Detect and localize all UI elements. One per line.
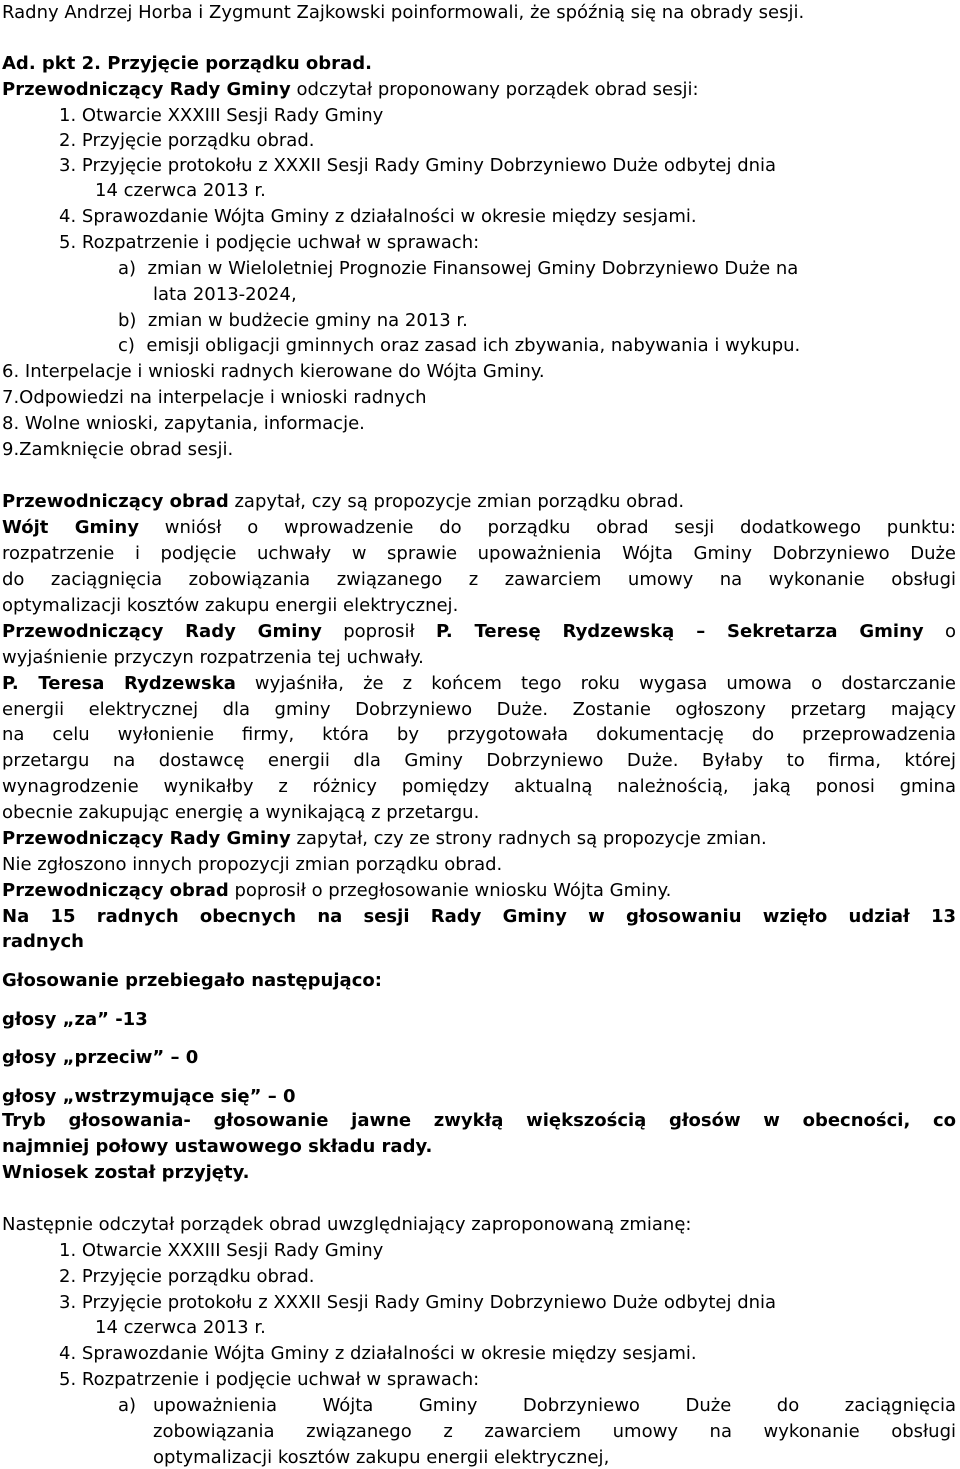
agenda-item-continued: 14 czerwca 2013 r. — [95, 180, 266, 201]
agenda-subitem-continued: zobowiązania związanego z zawarciem umowy na wykonanie obsługi — [153, 1421, 956, 1442]
item2-heading: Ad. pkt 2. Przyjęcie porządku obrad. — [2, 53, 372, 74]
motion-result: Wniosek został przyjęty. — [2, 1162, 250, 1183]
agenda-subitem-letter: a) — [118, 1395, 137, 1416]
agenda-subitem: c) emisji obligacji gminnych oraz zasad ich zbywania, nabywania i wykupu. — [118, 335, 801, 356]
agenda-subitem: a) zmian w Wieloletniej Prognozie Finansowej Gminy Dobrzyniewo Duże na — [118, 258, 799, 279]
agenda-item: 4. Sprawozdanie Wójta Gminy z działalności w okresie między sesjami. — [59, 1343, 697, 1364]
amended-agenda-intro: Następnie odczytał porządek obrad uwzględniający zaproponowaną zmianę: — [2, 1214, 692, 1235]
voting-header: Głosowanie przebiegało następująco: — [2, 970, 382, 991]
agenda-subitem-continued: optymalizacji kosztów zakupu energii elektrycznej, — [153, 1447, 610, 1468]
agenda-item-continued: 14 czerwca 2013 r. — [95, 1317, 266, 1338]
agenda-item: 2. Przyjęcie porządku obrad. — [59, 1266, 315, 1287]
late-notice: Radny Andrzej Horba i Zygmunt Zajkowski poinformowali, że spóźnią się na obrady sesji. — [2, 2, 805, 23]
agenda-item: 8. Wolne wnioski, zapytania, informacje. — [2, 413, 365, 434]
secretary-explanation: P. Teresa Rydzewska wyjaśniła, że z końcem tego roku wygasa umowa o dostarczanie — [2, 673, 956, 694]
agenda-item: 5. Rozpatrzenie i podjęcie uchwał w sprawach: — [59, 232, 480, 253]
attendance-line: radnych — [2, 931, 84, 952]
secretary-explanation-line: wynagrodzenie wynikałby z różnicy pomiędzy aktualną należnością, jaką ponosi gmina — [2, 776, 956, 797]
chair-question: Przewodniczący obrad zapytał, czy są propozycje zmian porządku obrad. — [2, 491, 685, 512]
agenda-item: 1. Otwarcie XXXIII Sesji Rady Gminy — [59, 105, 384, 126]
agenda-item: 2. Przyjęcie porządku obrad. — [59, 130, 315, 151]
chair-asks-secretary: Przewodniczący Rady Gminy poprosił P. Teresę Rydzewską – Sekretarza Gminy o — [2, 621, 956, 642]
secretary-explanation-line: energii elektrycznej dla gminy Dobrzyniewo Duże. Zostanie ogłoszony przetarg mający — [2, 699, 956, 720]
voting-mode: Tryb głosowania- głosowanie jawne zwykłą większością głosów w obecności, co — [2, 1110, 956, 1131]
mayor-motion-line: optymalizacji kosztów zakupu energii elektrycznej. — [2, 595, 459, 616]
agenda-item: 6. Interpelacje i wnioski radnych kierowane do Wójta Gminy. — [2, 361, 545, 382]
agenda-item: 9.Zamknięcie obrad sesji. — [2, 439, 234, 460]
chair-question-2: Przewodniczący Rady Gminy zapytał, czy ze strony radnych są propozycje zmian. — [2, 828, 767, 849]
mayor-motion-line: do zaciągnięcia zobowiązania związanego z zawarciem umowy na wykonanie obsługi — [2, 569, 956, 590]
votes-against: głosy „przeciw” – 0 — [2, 1047, 199, 1068]
agenda-subitem: b) zmian w budżecie gminy na 2013 r. — [118, 310, 468, 331]
mayor-motion: Wójt Gminy wniósł o wprowadzenie do porządku obrad sesji dodatkowego punktu: — [2, 517, 956, 538]
secretary-explanation-line: przetargu na dostawcę energii dla Gminy Dobrzyniewo Duże. Byłaby to firma, której — [2, 750, 956, 771]
votes-abstain: głosy „wstrzymujące się” – 0 — [2, 1086, 296, 1107]
agenda-item: 3. Przyjęcie protokołu z XXXII Sesji Rady Gminy Dobrzyniewo Duże odbytej dnia — [59, 155, 777, 176]
secretary-explanation-line: obecnie zakupując energię a wynikającą z przetargu. — [2, 802, 480, 823]
agenda-item: 5. Rozpatrzenie i podjęcie uchwał w sprawach: — [59, 1369, 480, 1390]
agenda-item: 7.Odpowiedzi na interpelacje i wnioski radnych — [2, 387, 427, 408]
votes-for: głosy „za” -13 — [2, 1009, 148, 1030]
agenda-subitem-continued: lata 2013-2024, — [153, 284, 297, 305]
chair-asks-secretary-line: wyjaśnienie przyczyn rozpatrzenia tej uchwały. — [2, 647, 424, 668]
no-proposals: Nie zgłoszono innych propozycji zmian porządku obrad. — [2, 854, 503, 875]
mayor-motion-line: rozpatrzenie i podjęcie uchwały w sprawie upoważnienia Wójta Gminy Dobrzyniewo Duże — [2, 543, 956, 564]
agenda-item: 3. Przyjęcie protokołu z XXXII Sesji Rady Gminy Dobrzyniewo Duże odbytej dnia — [59, 1292, 777, 1313]
agenda-item: 4. Sprawozdanie Wójta Gminy z działalności w okresie między sesjami. — [59, 206, 697, 227]
agenda-subitem: upoważnienia Wójta Gminy Dobrzyniewo Duże do zaciągnięcia — [153, 1395, 956, 1416]
chair-calls-vote: Przewodniczący obrad poprosił o przegłosowanie wniosku Wójta Gminy. — [2, 880, 672, 901]
voting-mode-line: najmniej połowy ustawowego składu rady. — [2, 1136, 433, 1157]
agenda-item: 1. Otwarcie XXXIII Sesji Rady Gminy — [59, 1240, 384, 1261]
attendance-line: Na 15 radnych obecnych na sesji Rady Gminy w głosowaniu wzięło udział 13 — [2, 906, 956, 927]
secretary-explanation-line: na celu wyłonienie firmy, która by przygotowała dokumentację do przeprowadzenia — [2, 724, 956, 745]
chair-reads-agenda: Przewodniczący Rady Gminy odczytał proponowany porządek obrad sesji: — [2, 79, 699, 100]
